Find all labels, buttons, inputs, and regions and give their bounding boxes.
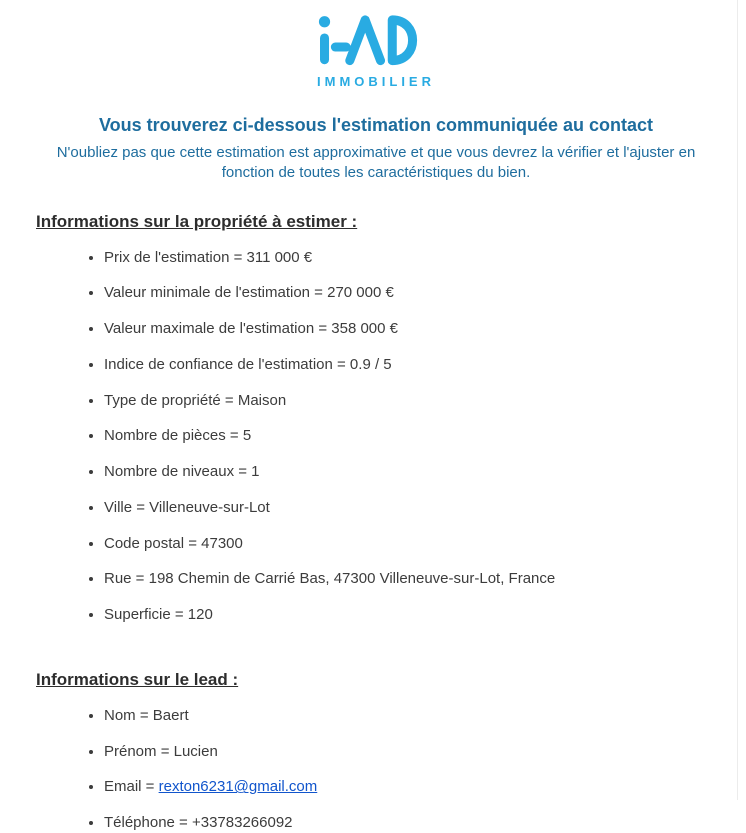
brand-header [36,10,716,89]
list-item [104,249,716,268]
section-heading: Informations sur la propriété à estimer : [36,211,358,231]
list-item [104,814,716,833]
list-item [104,284,716,303]
list-item-text: Nombre de pièces = 5 [104,427,252,445]
list-item-text: Valeur minimale de l'estimation = 270 000 € [104,284,394,302]
list-item-text: Valeur maximale de l'estimation = 358 000 € [104,320,399,337]
list-item [104,392,716,411]
list-item [104,778,716,797]
list-item-text: Code postal = 47300 [104,534,243,552]
list-item [104,606,716,625]
list-item [104,743,716,762]
list-item-text: Prix de l'estimation = 311 000 € [104,248,313,266]
list-item [104,535,716,554]
list-item [104,427,716,446]
list-item [104,356,716,375]
bullet-list [36,707,716,833]
list-item-text: Nombre de niveaux = 1 [104,463,260,480]
section-heading: Informations sur le lead : [36,669,239,689]
intro-subtitle: N'oubliez pas que cette estimation est approximative et que vous devrez la vérifier et l'ajuster en fonction de toutes les caractéristiques du bien. [56,144,696,182]
list-item [104,707,716,726]
list-item-text: Ville = Villeneuve-sur-Lot [104,498,270,516]
list-item-text: Prénom = Lucien [104,742,218,760]
list-item [104,463,716,482]
list-item-text: Type de propriété = Maison [104,391,287,409]
bullet-list [36,249,716,625]
list-item [104,320,716,339]
list-item-text: Email = [104,778,159,796]
list-item [104,499,716,518]
intro-block [36,115,716,184]
iad-logo-icon [315,10,437,66]
sections-container [36,184,716,833]
page-title: Vous trouverez ci-dessous l'estimation communiquée au contact [98,115,654,135]
list-item-text: Superficie = 120 [104,606,213,623]
logo-tagline: IMMOBILIER [317,74,435,89]
page-edge-divider [737,0,738,800]
list-item-text: Nom = Baert [104,706,189,724]
list-item-text: Indice de confiance de l'estimation = 0.9 / 5 [104,355,392,373]
list-item-text: Téléphone = +33783266092 [104,814,293,831]
email-link[interactable]: rexton6231@gmail.com [158,778,318,796]
list-item [104,570,716,589]
list-item-text: Rue = 198 Chemin de Carrié Bas, 47300 Villeneuve-sur-Lot, France [104,570,556,588]
